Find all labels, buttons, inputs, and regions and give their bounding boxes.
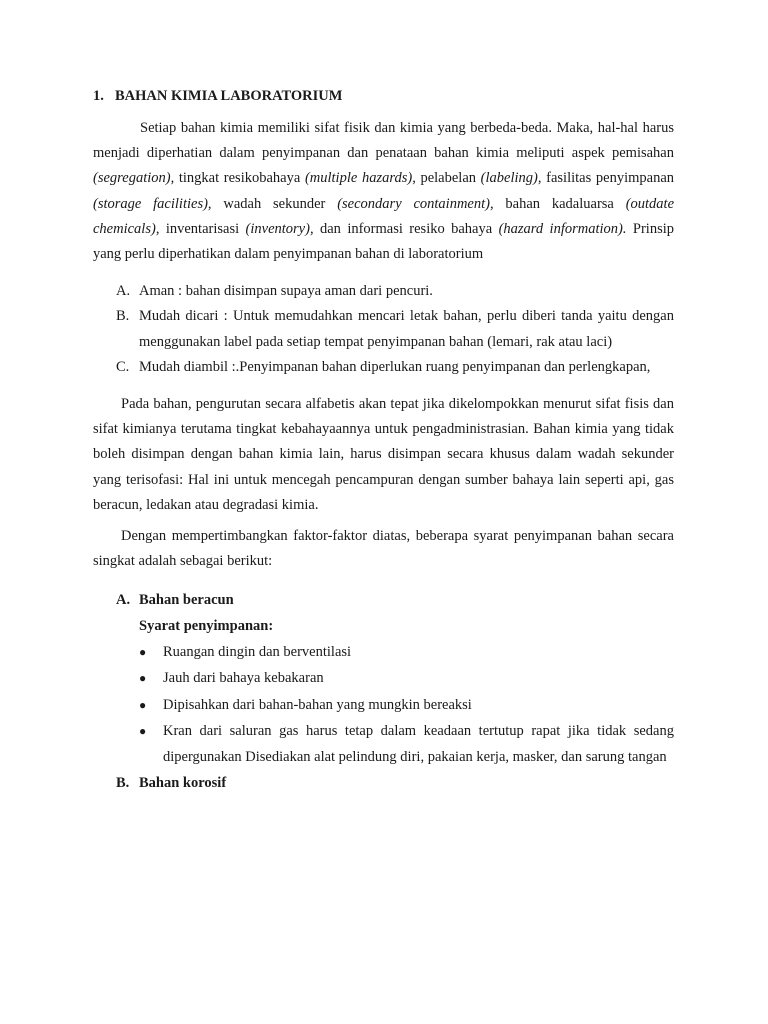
document-page [93,86,674,795]
category-b-heading [93,771,674,795]
bullet-dot-icon: ● [139,644,147,659]
paragraph-alphabetical-order: Pada bahan, pengurutan secara alfabetis akan tepat jika dikelompokkan menurut sifat fisis dan sifat kimianya terutama tingkat kebahayaannya untuk pengadministrasian. Bahan kimia yang tidak boleh disimpan dengan bahan kimia lain, harus disimpan secara khusus dalam wadah sekunder yang terisofasi: Hal ini untuk mencegah pencampuran dengan sumber bahaya lain seperti api, gas beracun, ledakan atau degradasi kimia. [93,396,674,513]
intro-text-run: , dan informasi resiko bahaya [309,220,499,237]
requirement-item [93,718,674,771]
principle-text: Mudah dicari : Untuk memudahkan mencari letak bahan, perlu diberi tanda yaitu dengan menggunakan label pada setiap tempat penyimpanan bahan (lemari, rak atau laci) [139,308,674,350]
requirement-text: Kran dari saluran gas harus tetap dalam keadaan tertutup rapat jika tidak sedang dipergunakan Disediakan alat pelindung diri, pakaian kerja, masker, dan sarung tangan [163,723,674,766]
section-heading [93,86,674,107]
category-a-heading [93,588,674,612]
requirement-text: Ruangan dingin dan berventilasi [163,643,352,660]
intro-text-run: , bahan kadaluarsa [489,195,626,212]
intro-italic-term: (labeling) [480,170,538,187]
storage-principles-list [93,279,674,380]
bullet-dot-icon: ● [139,724,147,739]
intro-text-run: Prinsip yang perlu diperhatikan dalam penyimpanan bahan di laboratorium [93,220,674,263]
intro-paragraph [93,116,674,267]
requirements-title: Syarat penyimpanan: [139,617,274,634]
requirement-text: Dipisahkan dari bahan-bahan yang mungkin bereaksi [163,696,472,713]
intro-text-run: , tingkat resikobahaya [170,170,305,187]
intro-text-run: , fasilitas penyimpanan [537,170,675,187]
principle-marker: B. [116,308,130,325]
intro-text-run: , wadah sekunder [207,195,338,212]
intro-italic-term: (inventory) [245,220,310,237]
category-a-marker: A. [116,592,131,609]
intro-italic-term: (multiple hazards) [304,170,413,187]
section-title: BAHAN KIMIA LABORATORIUM [115,88,343,104]
requirement-item [93,665,674,691]
principle-marker: A. [116,283,131,300]
requirement-text: Jauh dari bahaya kebakaran [163,670,324,687]
intro-italic-term: (secondary containment) [337,195,490,212]
intro-italic-term: (segregation) [93,170,171,187]
category-b-title: Bahan korosif [139,774,227,791]
bullet-dot-icon: ● [139,697,147,712]
intro-text-run: , pelabelan [412,170,481,187]
principle-text: Aman : bahan disimpan supaya aman dari pencuri. [139,283,433,300]
category-b-marker: B. [116,774,130,791]
intro-italic-term: (hazard information). [498,220,627,237]
principle-text: Mudah diambil :.Penyimpanan bahan diperlukan ruang penyimpanan dan perlengkapan, [139,358,651,375]
category-a-title: Bahan beracun [139,592,234,609]
bullet-dot-icon: ● [139,671,147,686]
principle-marker: C. [116,358,130,375]
requirement-item [93,692,674,718]
requirements-list [93,639,674,771]
intro-italic-term: (storage facilities) [93,195,208,212]
intro-text-run: , inventarisasi [155,220,246,237]
section-number: 1. [93,88,104,104]
intro-text-run: Setiap bahan kimia memiliki sifat fisik dan kimia yang berbeda-beda. Maka, hal-hal harus menjadi diperhatian dalam penyimpanan dan penataan bahan kimia meliputi aspek pemisahan [93,120,674,162]
requirement-item [93,639,674,665]
intro-italic-term: (outdate chemicals) [93,195,675,237]
paragraph-storage-requirements-intro: Dengan mempertimbangkan faktor-faktor diatas, beberapa syarat penyimpanan bahan secara singkat adalah sebagai berikut: [93,528,674,570]
principle-item [93,304,674,354]
principle-item [93,355,674,380]
principle-item [93,279,674,304]
